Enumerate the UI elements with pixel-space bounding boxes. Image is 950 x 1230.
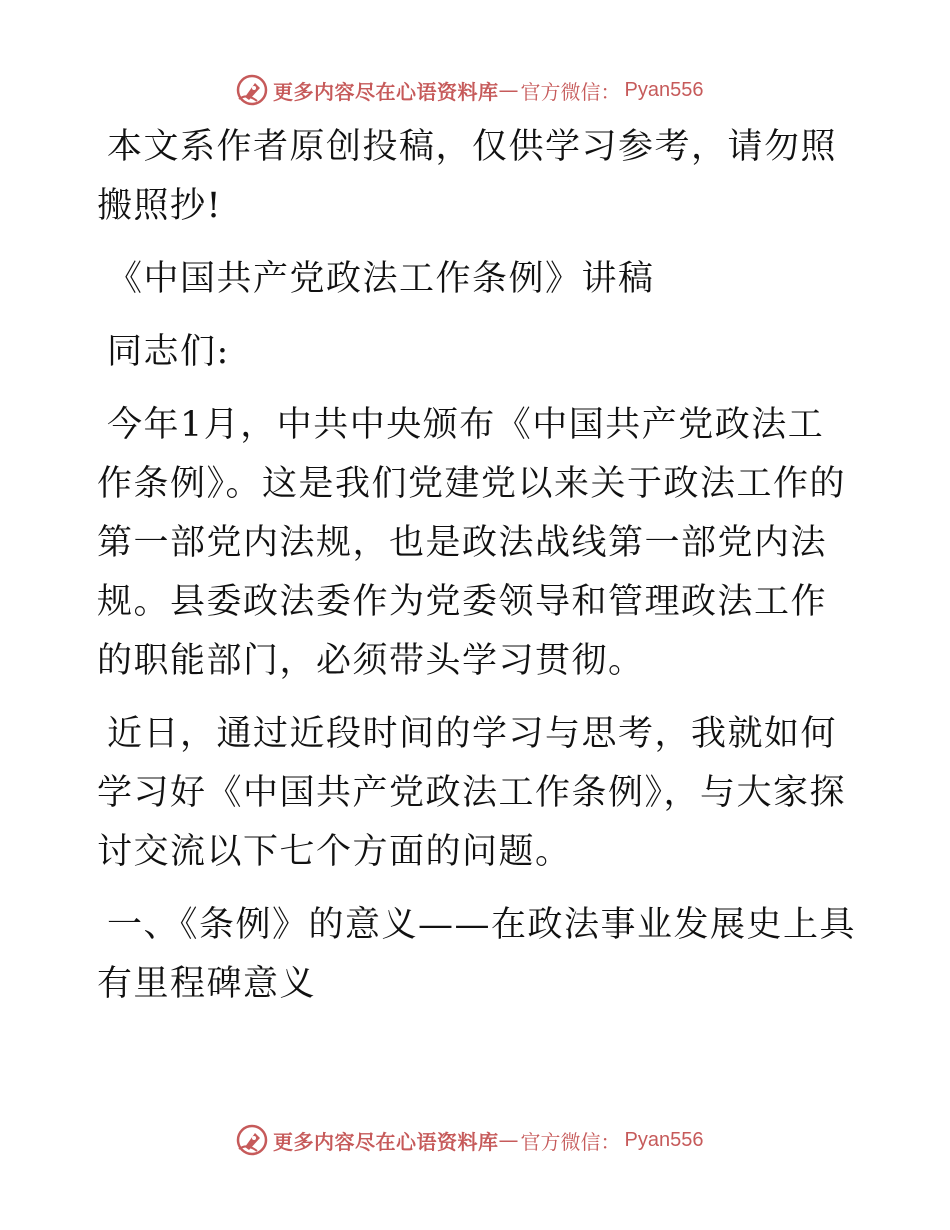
body-paragraph: 近日，通过近段时间的学习与思考，我就如何学习好《中国共产党政法工作条例》，与大家探讨交流以下七个方面的问题。	[97, 714, 847, 872]
salutation: 同志们:	[107, 332, 230, 372]
pen-nib-circle-icon	[235, 73, 269, 107]
watermark-wechat-id: Pyan556	[624, 1128, 704, 1151]
watermark-separator: —	[498, 78, 519, 102]
pen-nib-circle-icon	[235, 1123, 269, 1157]
watermark-wechat-label: 官方微信：	[520, 79, 621, 104]
document-body	[97, 118, 857, 1026]
document-title: 《中国共产党政法工作条例》讲稿	[107, 259, 655, 299]
watermark-banner-bottom	[235, 1122, 703, 1158]
body-paragraph: 今年1月，中共中央颁布《中国共产党政法工作条例》。这是我们党建党以来关于政法工作的第一部党内法规，也是政法战线第一部党内法规。县委政法委作为党委领导和管理政法工作的职能部门，必须带头学习贯彻。	[97, 405, 847, 681]
copyright-notice: 本文系作者原创投稿，仅供学习参考，请勿照搬照抄!	[97, 127, 838, 226]
watermark-text: 更多内容尽在心语资料库	[273, 1129, 499, 1154]
section-heading: 一、《条例》的意义——在政法事业发展史上具有里程碑意义	[97, 905, 857, 1004]
watermark-separator: —	[498, 1128, 519, 1152]
watermark-text: 更多内容尽在心语资料库	[273, 79, 499, 104]
watermark-banner-top	[235, 72, 703, 108]
watermark-wechat-id: Pyan556	[624, 78, 704, 101]
watermark-wechat-label: 官方微信：	[520, 1129, 621, 1154]
